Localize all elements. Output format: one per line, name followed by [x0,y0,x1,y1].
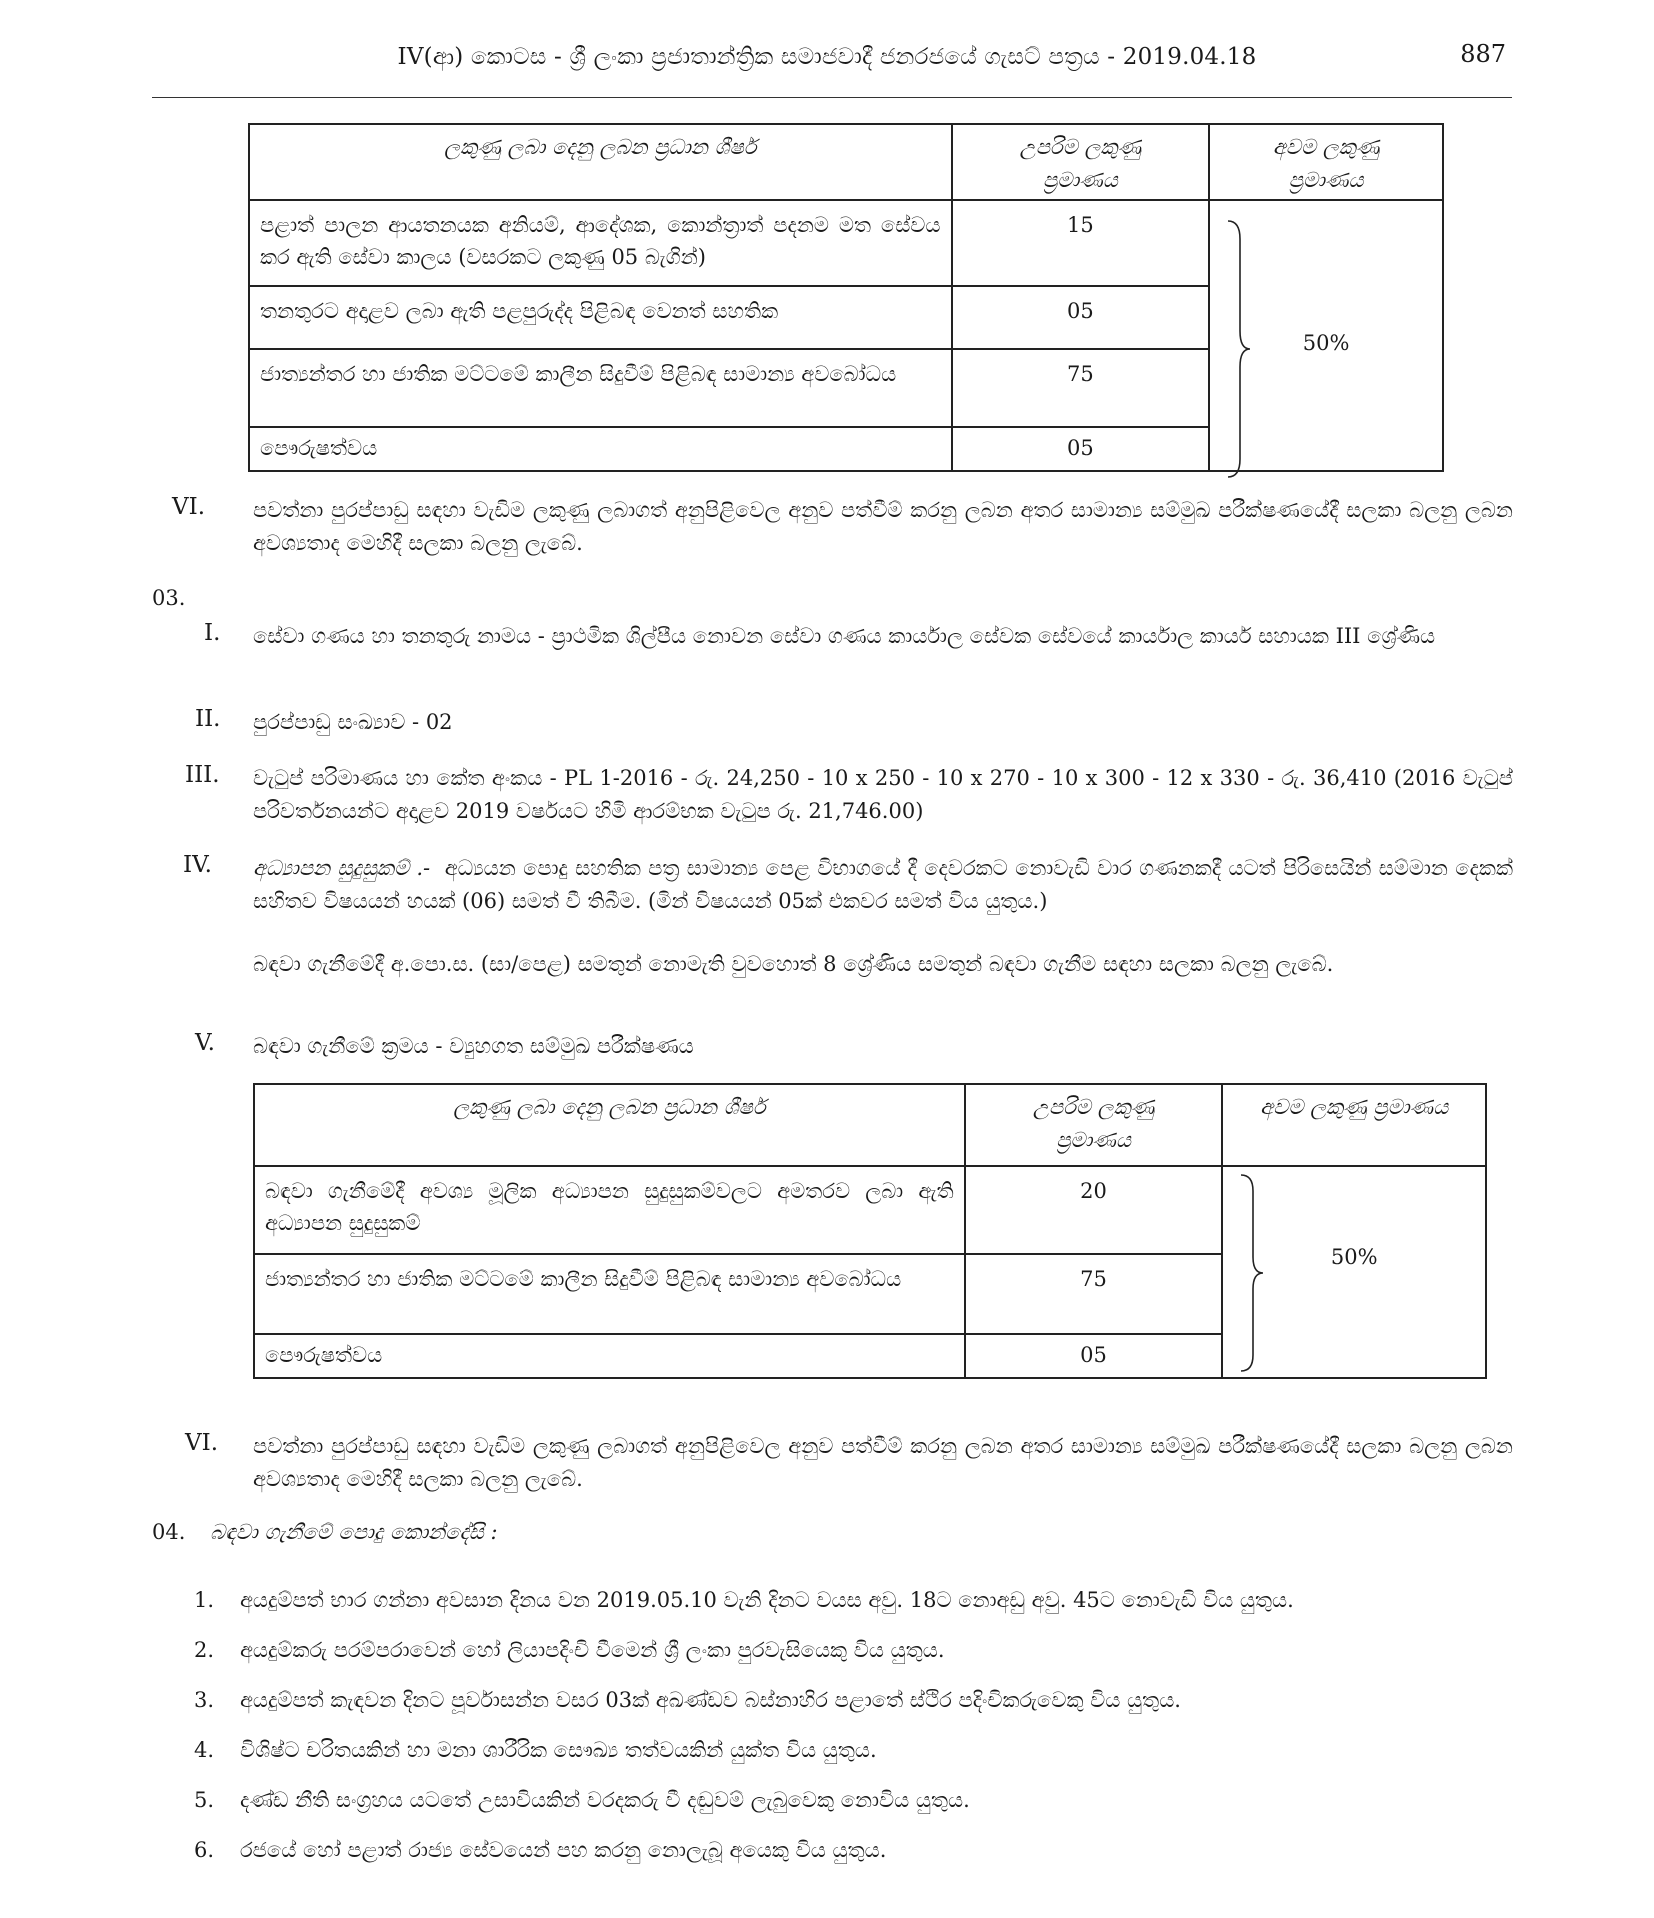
table1-min-value: 50% [1302,331,1350,355]
table1-row1-max: 15 [1066,213,1094,237]
table2-min-cell [1222,1166,1486,1378]
section-3-iii-number: III. [185,762,220,788]
para-vi-2-number: VI. [185,1430,219,1456]
para-vi-2-text: පවත්නා පුරප්පාඩු සඳහා වැඩිම ලකුණු ලබාගත් අනුපිළිවෙල අනුව පත්වීම් කරනු ලබන අතර සාමාන්‍ය සම්මුඛ පරීක්ෂණයේදී සලකා බලනු ලබන අවශ්‍යතාද මෙහිදී සලකා බලනු ලැබේ. [253,1434,1513,1491]
section-4-item-1-number: 1. [194,1588,215,1612]
table2-header-item: ලකුණු ලබා දෙනු ලබන ප්‍රධාන ශීර්ෂ [254,1084,965,1166]
table1-header-min: අවම ලකුණු ප්‍රමාණය [1209,124,1443,200]
section-3-iv-paragraph [253,852,1513,918]
section-4-number: 04. [152,1520,186,1544]
page-header-title: IV(ආ) කොටස - ශ්‍රී ලංකා ප්‍රජාතාන්ත්‍රික සමාජවාදී ජනරජයේ ගැසට් පත්‍රය - 2019.04.18 [397,44,1257,70]
table2-row3-max: 05 [1080,1343,1107,1367]
section-3-ii-number: II. [195,706,221,732]
section-3-iii-text: වැටුප් පරිමාණය හා කේත අංකය - PL 1-2016 - රු. 24,250 - 10 x 250 - 10 x 270 - 10 x 300 - 12 x 330 - රු. 36,410 (2016 වැටුප් පරිවර්තනයන්ට අදාළව 2019 වර්ෂයට හිමි ආරම්භක වැටුප රු. 21,746.00) [253,766,1513,823]
section-3-v-text: බඳවා ගැනීමේ ක්‍රමය - ව්‍යුහගත සම්මුඛ පරීක්ෂණය [253,1034,694,1058]
page-number: 887 [1460,40,1506,68]
section-4-item-5-number: 5. [194,1788,215,1812]
table2-row2-item: ජාත්‍යන්තර හා ජාතික මට්ටමේ කාලීන සිදුවීම් පිළිබඳ සාමාන්‍ය අවබෝධය [265,1267,902,1291]
section-4-title: බඳවා ගැනීමේ පොදු කොන්දේසි : [210,1520,498,1544]
section-4-item-5-text: දණ්ඩ නීති සංග්‍රහය යටතේ උසාවියකින් වරදකරු වී දඬුවම් ලැබුවෙකු නොවිය යුතුය. [240,1788,970,1812]
section-4-item-6-text: රජයේ හෝ පළාත් රාජ්‍ය සේවයෙන් පහ කරනු නොලැබූ අයෙකු විය යුතුය. [240,1838,887,1862]
section-4-item-3-number: 3. [194,1688,215,1712]
para-vi-1-number: VI. [172,494,206,520]
section-3-ii-text: පුරප්පාඩු සංඛ්‍යාව - 02 [253,710,453,734]
table1-header-max: උපරිම ලකුණු ප්‍රමාණය [952,124,1210,200]
table-row [254,1166,1486,1254]
header-divider [152,97,1512,98]
section-4-item-2-number: 2. [194,1638,215,1662]
section-3-iv-label: අධ්‍යාපන සුදුසුකම් .- [253,856,431,880]
marks-table-1 [248,123,1444,472]
table1-row4-max: 05 [1066,436,1094,460]
table1-row1-item: පළාත් පාලන ආයතනයක අනියම්, ආදේශක, කොන්ත්‍රාත් පදනම මත සේවය කර ඇති සේවා කාලය (වසරකට ලකුණු 05 බැගින්) [260,213,941,269]
table1-row3-item: ජාත්‍යන්තර හා ජාතික මට්ටමේ කාලීන සිදුවීම් පිළිබඳ සාමාන්‍ය අවබෝධය [260,362,897,386]
table2-row2-max: 75 [1080,1267,1107,1291]
marks-table-2 [253,1083,1487,1379]
table1-min-cell [1209,200,1443,471]
table2-row1-max: 20 [1080,1179,1107,1203]
para-vi-1-text: පවත්නා පුරප්පාඩු සඳහා වැඩිම ලකුණු ලබාගත් අනුපිළිවෙල අනුව පත්වීම් කරනු ලබන අතර සාමාන්‍ය සම්මුඛ පරීක්ෂණයේදී සලකා බලනු ලබන අවශ්‍යතාද මෙහිදී සලකා බලනු ලැබේ. [253,498,1513,555]
table2-header-min: අවම ලකුණු ප්‍රමාණය [1222,1084,1486,1166]
table1-row3-max: 75 [1066,362,1094,386]
table2-row1-item: බඳවා ගැනීමේදී අවශ්‍ය මූලික අධ්‍යාපන සුදුසුකම්වලට අමතරව ලබා ඇති අධ්‍යාපන සුදුසුකම් [265,1179,954,1235]
brace-icon [1237,1173,1267,1373]
section-3-iv-number: IV. [183,852,212,878]
table2-header-max: උපරිම ලකුණු ප්‍රමාණය [965,1084,1223,1166]
section-4-item-6-number: 6. [194,1838,215,1862]
section-3-v-number: V. [195,1030,215,1056]
section-4-item-4-number: 4. [194,1738,215,1762]
section-3-i-text: සේවා ගණය හා තනතුරු නාමය - ප්‍රාථමික ශිල්පීය නොවන සේවා ගණය කාර්යාල සේවක සේවයේ කාර්යාල කාර්ය සහායක III ශ්‍රේණිය [253,624,1436,648]
section-3-number: 03. [152,586,186,610]
table1-header-item: ලකුණු ලබා දෙනු ලබන ප්‍රධාන ශීර්ෂ [249,124,952,200]
section-3-i-number: I. [204,620,221,646]
table2-min-value: 50% [1330,1245,1378,1269]
table1-row4-item: පෞරුෂත්වය [260,436,378,460]
table1-row2-item: තනතුරට අදාළව ලබා ඇති පළපුරුද්ද පිළිබඳ වෙනත් සහතික [260,299,779,323]
section-4-item-1-text: අයදුම්පත් භාර ගන්නා අවසාන දිනය වන 2019.05.10 වැනි දිනට වයස අවු. 18ට නොඅඩු අවු. 45ට නොවැඩි විය යුතුය. [240,1588,1294,1612]
section-3-iv-text2: බඳවා ගැනීමේදී අ.පො.ස. (සා/පෙළ) සමතුන් නොමැති වුවහොත් 8 ශ්‍රේණිය සමතුන් බඳවා ගැනීම සඳහා සලකා බලනු ලැබේ. [253,952,1334,976]
section-4-item-4-text: විශිෂ්ට චරිතයකින් හා මනා ශාරීරික සෞඛ්‍ය තත්වයකින් යුක්ත විය යුතුය. [240,1738,877,1762]
table2-row3-item: පෞරුෂත්වය [265,1343,383,1367]
table-row [249,200,1443,286]
section-4-item-2-text: අයදුම්කරු පරම්පරාවෙන් හෝ ලියාපදිංචි වීමෙන් ශ්‍රී ලංකා පුරවැසියෙකු විය යුතුය. [240,1638,945,1662]
section-3-iv-text: අධ්‍යයන පොදු සහතික පත්‍ර සාමාන්‍ය පෙළ විභාගයේ දී දෙවරකට නොවැඩි වාර ගණනකදී යටත් පිරිසෙයින් සම්මාන දෙකක් සහිතව විෂයයන් හයක් (06) සමත් වී තිබීම. (මින් විෂයයන් 05ක් එකවර සමත් විය යුතුය.) [253,856,1514,913]
table1-row2-max: 05 [1066,299,1094,323]
section-4-item-3-text: අයදුම්පත් කැඳවන දිනට පූර්වාසන්න වසර 03ක් අඛණ්ඩව බස්නාහිර පළාතේ ස්ථිර පදිංචිකරුවෙකු විය යුතුය. [240,1688,1181,1712]
